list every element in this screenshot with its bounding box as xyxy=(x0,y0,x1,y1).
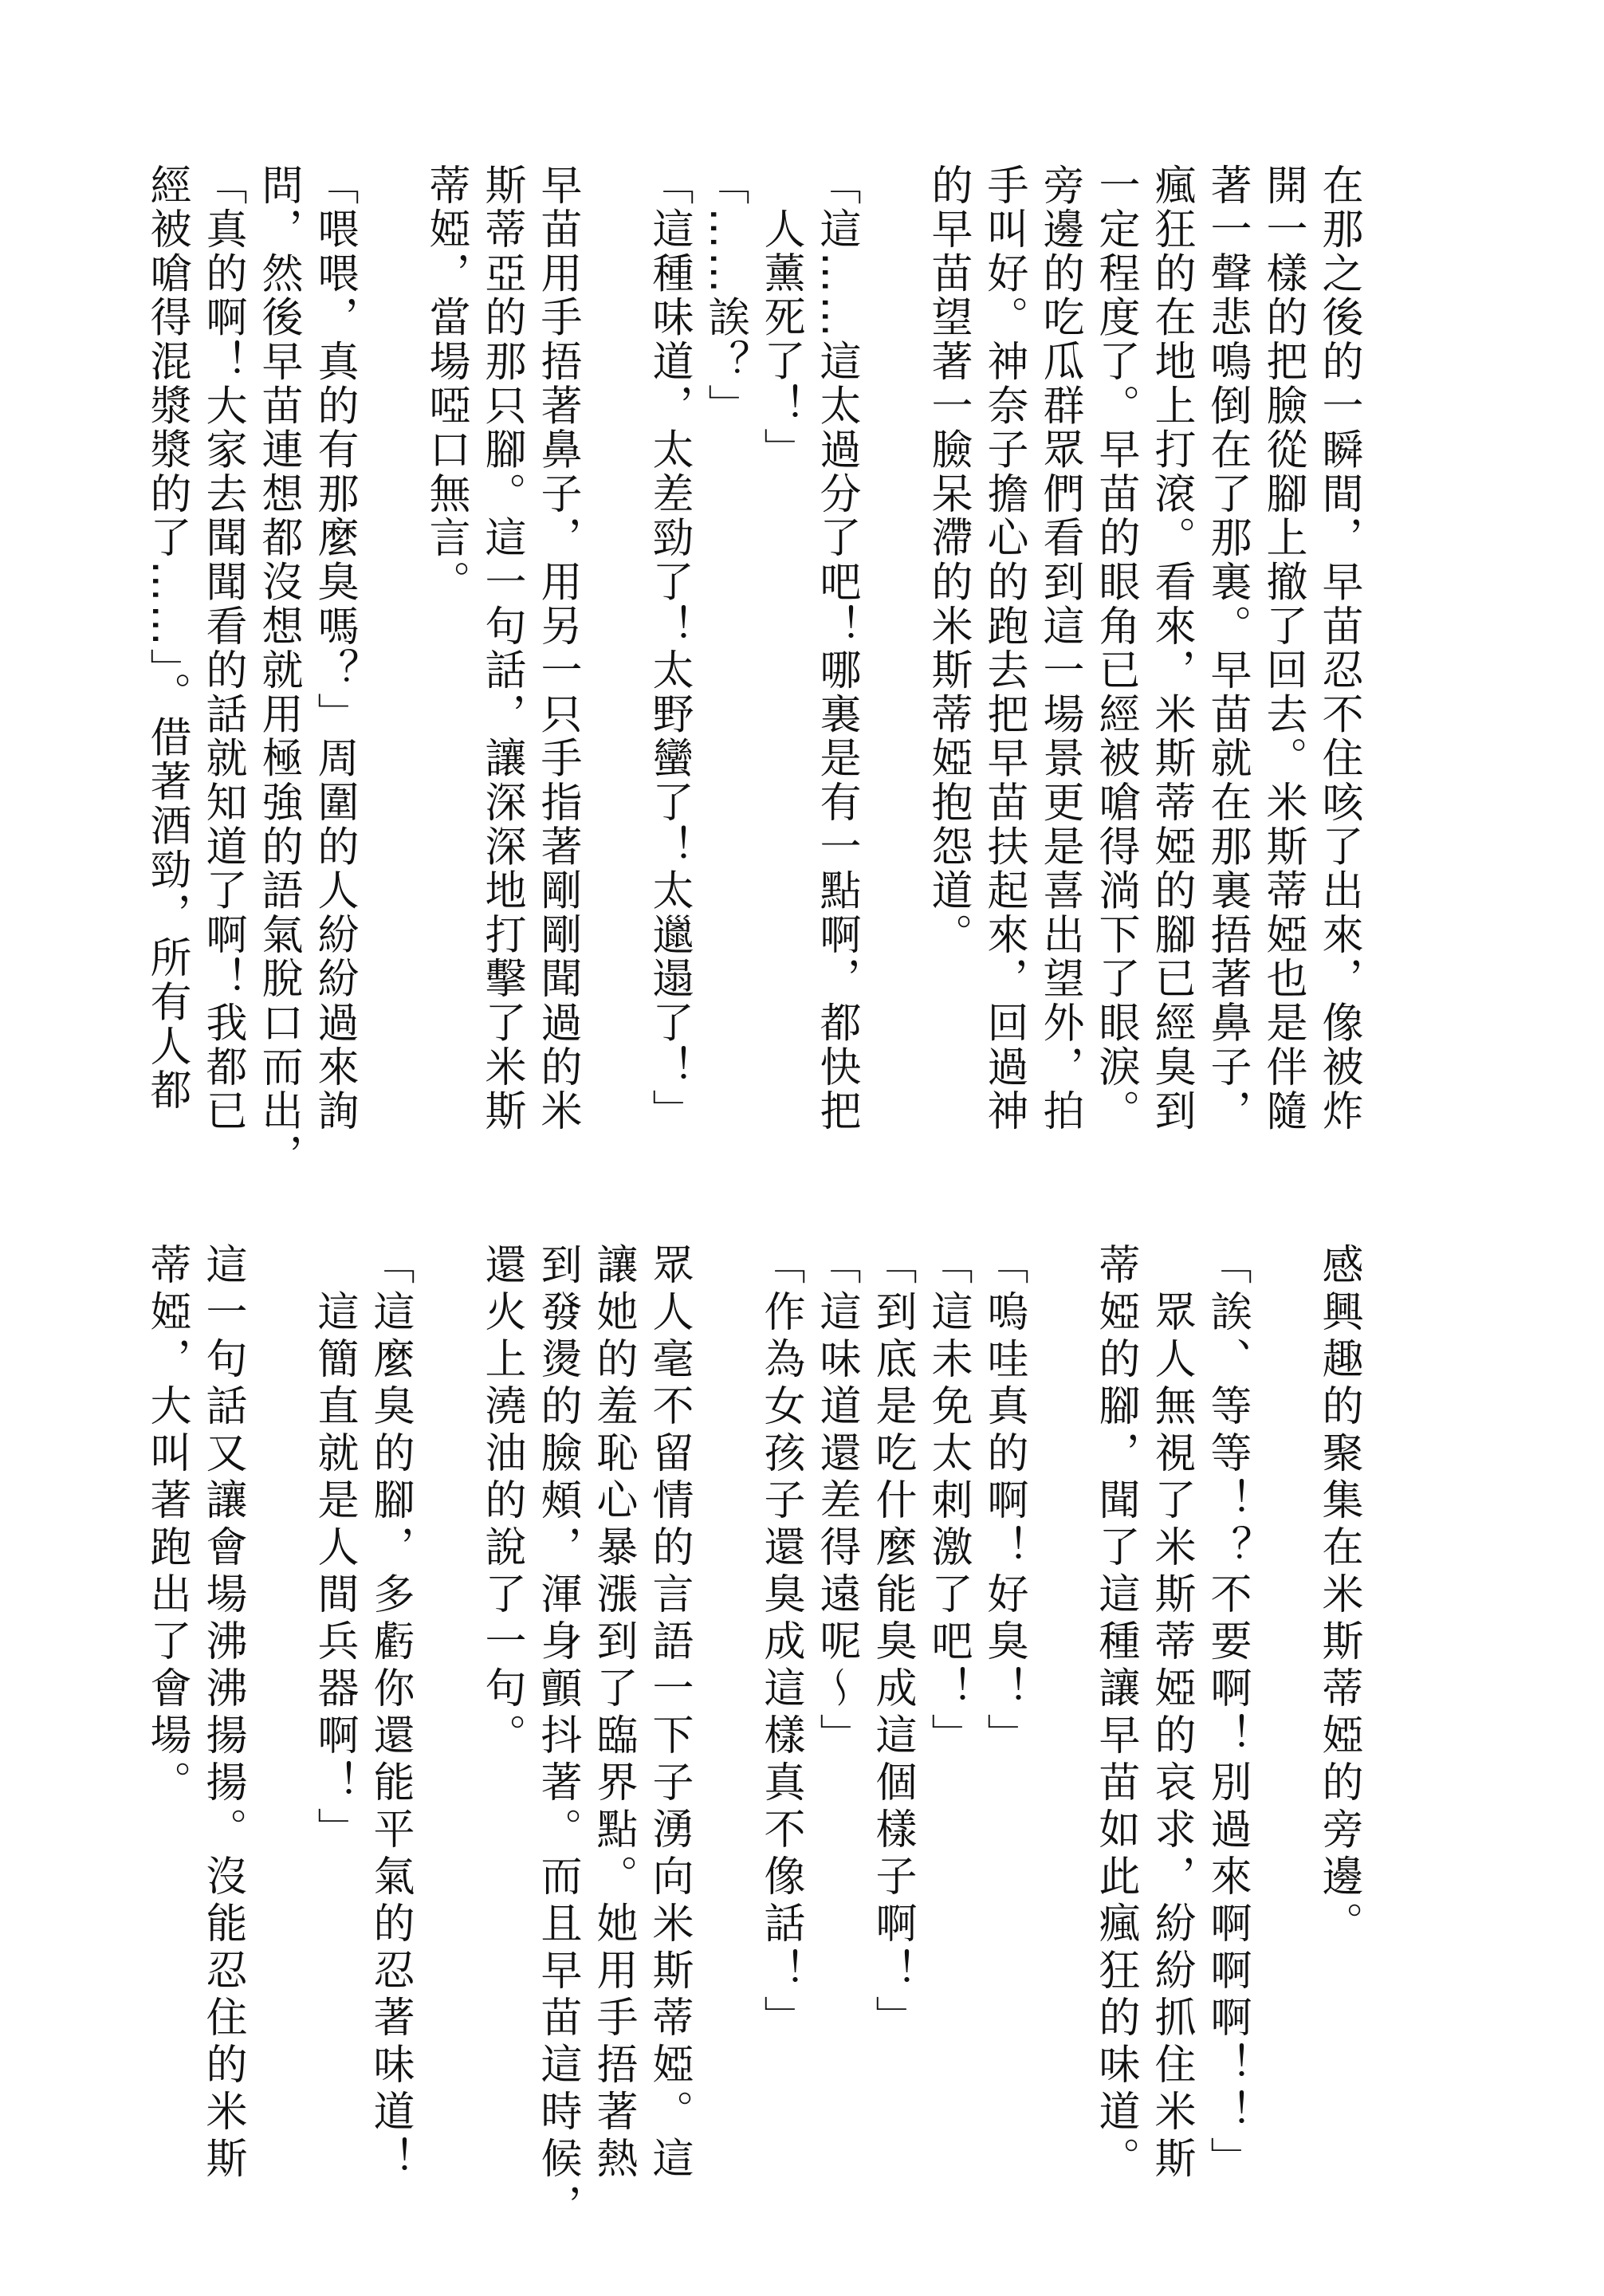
lower-tier-text-block xyxy=(139,1243,1366,2231)
lower-tier-line: 感興趣的聚集在米斯蒂婭的旁邊。 xyxy=(1315,1243,1362,1948)
upper-tier-line: 「真的啊！大家去聞聞看的話就知道了啊！我都已 xyxy=(199,163,246,1134)
lower-tier-line: 「這味道還差得遠呢～」 xyxy=(812,1243,860,1760)
lower-tier-line: 到發燙的臉頰，渾身顫抖著。而且早苗這時候， xyxy=(533,1243,581,2231)
upper-tier-line: 「……誒？」 xyxy=(701,163,749,428)
upper-tier-line: 經被嗆得混漿漿的了……」。借著酒勁，所有人都 xyxy=(143,163,191,1113)
upper-tier-line: 在那之後的一瞬間，早苗忍不住咳了出來，像被炸 xyxy=(1315,163,1362,1134)
upper-tier-line: 的早苗望著一臉呆滯的米斯蒂婭抱怨道。 xyxy=(924,163,972,957)
upper-tier-line: 瘋狂的在地上打滾。看來，米斯蒂婭的腳已經臭到 xyxy=(1147,163,1195,1134)
upper-tier-line: 「喂喂，真的有那麼臭嗎？」周圍的人紛紛過來詢 xyxy=(310,163,358,1134)
upper-tier-line: 一定程度了。早苗的眼角已經被嗆得淌下了眼淚。 xyxy=(1091,163,1139,1134)
lower-tier-line: 「作為女孩子還臭成這樣真不像話！」 xyxy=(757,1243,804,2042)
upper-tier-line: 早苗用手捂著鼻子，用另一只手指著剛剛聞過的米 xyxy=(533,163,581,1134)
lower-tier-line: 「嗚哇真的啊！好臭！」 xyxy=(980,1243,1028,1760)
lower-tier-line: 眾人毫不留情的言語一下子湧向米斯蒂婭。這 xyxy=(645,1243,693,2184)
lower-tier-line: 讓她的羞恥心暴漲到了臨界點。她用手捂著熱 xyxy=(589,1243,637,2184)
upper-tier-text-block xyxy=(139,163,1366,1177)
lower-tier-line: 眾人無視了米斯蒂婭的哀求，紛紛抓住米斯 xyxy=(1147,1290,1195,2184)
upper-tier-line: 蒂婭，當場啞口無言。 xyxy=(422,163,470,604)
upper-tier-line: 著一聲悲鳴倒在了那裏。早苗就在那裏捂著鼻子， xyxy=(1203,163,1251,1134)
upper-tier-line: 人薰死了！」 xyxy=(757,207,804,473)
upper-tier-line: 「這種味道，太差勁了！太野蠻了！太邋遢了！」 xyxy=(645,163,693,1134)
upper-tier-line: 斯蒂亞的那只腳。這一句話，讓深深地打擊了米斯 xyxy=(478,163,525,1134)
upper-tier-line: 開一樣的把臉從腳上撤了回去。米斯蒂婭也是伴隨 xyxy=(1259,163,1307,1134)
lower-tier-line: 蒂婭的腳，聞了這種讓早苗如此瘋狂的味道。 xyxy=(1091,1243,1139,2184)
lower-tier-line: 這一句話又讓會場沸沸揚揚。沒能忍住的米斯 xyxy=(199,1243,246,2184)
lower-tier-line: 「這麼臭的腳，多虧你還能平氣的忍著味道！ xyxy=(366,1243,414,2184)
upper-tier-line: 問，然後早苗連想都沒想就用極強的語氣脫口而出， xyxy=(254,163,302,1177)
upper-tier-line: 手叫好。神奈子擔心的跑去把早苗扶起來，回過神 xyxy=(980,163,1028,1134)
lower-tier-line: 還火上澆油的說了一句。 xyxy=(478,1243,525,1760)
upper-tier-line: 旁邊的吃瓜群眾們看到這一場景更是喜出望外，拍 xyxy=(1036,163,1083,1134)
upper-tier-line: 「這……這太過分了吧！哪裏是有一點啊，都快把 xyxy=(812,163,860,1134)
lower-tier-line: 「這未免太刺激了吧！」 xyxy=(924,1243,972,1760)
lower-tier-line: 「誒、等等！？不要啊！別過來啊啊啊！！」 xyxy=(1203,1243,1251,2184)
lower-tier-line: 「到底是吃什麼能臭成這個樣子啊！」 xyxy=(868,1243,916,2042)
lower-tier-line: 這簡直就是人間兵器啊！」 xyxy=(310,1290,358,1854)
lower-tier-line: 蒂婭，大叫著跑出了會場。 xyxy=(143,1243,191,1807)
